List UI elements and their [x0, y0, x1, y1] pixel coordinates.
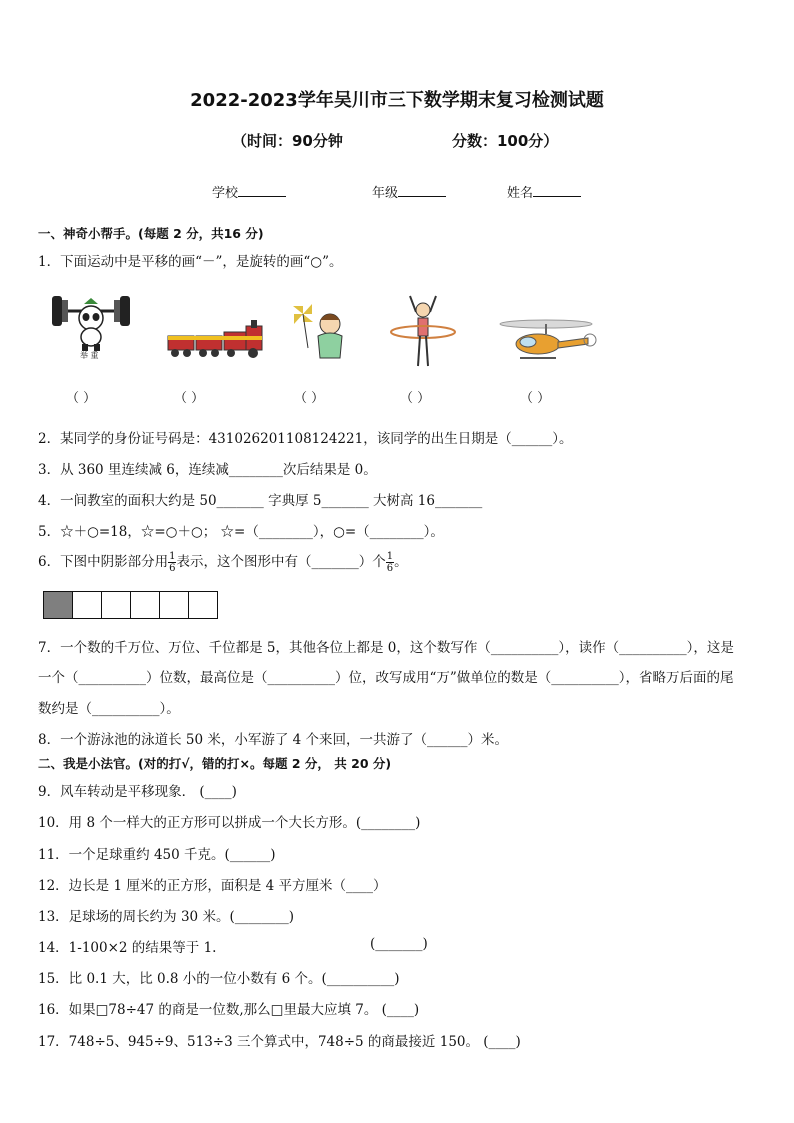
name-label: 姓名	[507, 186, 534, 201]
fraction-denominator: 6	[169, 563, 176, 574]
helicopter-image	[496, 316, 598, 368]
exam-score: 分数：100分）	[452, 132, 559, 150]
answer-paren-hula-hoop[interactable]: （ ）	[400, 391, 431, 406]
question-7-line-3: 数约是（__________）。	[38, 701, 180, 717]
grade-label: 年级	[372, 186, 399, 201]
answer-paren-helicopter[interactable]: （ ）	[520, 391, 551, 406]
question-16: 16．如果□78÷47 的商是一位数,那么□里最大应填 7。 (____)	[38, 1002, 420, 1018]
weightlift-caption: 举 重	[80, 351, 99, 360]
question-14-paren[interactable]: (_______)	[370, 936, 428, 952]
school-label: 学校	[212, 186, 239, 201]
fraction-numerator: 1	[169, 551, 176, 562]
question-14: 14．1-100×2 的结果等于 1.	[38, 940, 217, 956]
grade-blank	[398, 184, 446, 197]
grid-cell	[72, 591, 102, 619]
grade-field	[372, 182, 446, 201]
school-blank	[238, 184, 286, 197]
question-8: 8．一个游泳池的泳道长 50 米，小军游了 4 个来回，一共游了（______）米。	[38, 732, 509, 748]
shaded-cell	[43, 591, 73, 619]
hula-hoop-girl-image	[390, 292, 460, 372]
school-field	[212, 182, 286, 201]
question-12: 12．边长是 1 厘米的正方形，面积是 4 平方厘米（____）	[38, 878, 387, 894]
grid-cell	[159, 591, 189, 619]
question-6	[38, 550, 408, 574]
answer-paren-pinwheel[interactable]: （ ）	[294, 391, 325, 406]
question-9: 9．风车转动是平移现象． (____)	[38, 784, 237, 800]
answer-paren-train[interactable]: （ ）	[174, 391, 205, 406]
fraction-numerator: 1	[386, 551, 394, 562]
exam-time: （时间：90分钟	[232, 132, 343, 150]
q6-text-middle: 表示，这个图形中有（_______）个	[176, 554, 386, 570]
question-3: 3．从 360 里连续减 6，连续减________次后结果是 0。	[38, 462, 377, 478]
page-title: 2022-2023学年吴川市三下数学期末复习检测试题	[190, 90, 604, 111]
name-field	[507, 182, 581, 201]
question-17: 17．748÷5、945÷9、513÷3 三个算式中，748÷5 的商最接近 150。 (____)	[38, 1034, 521, 1050]
question-2: 2．某同学的身份证号码是：431026201108124221，该同学的出生日期是（______）。	[38, 431, 573, 447]
grid-cell	[130, 591, 160, 619]
question-4: 4．一间教室的面积大约是 50_______ 字典厚 5_______ 大树高 16_______	[38, 493, 483, 509]
question-11: 11．一个足球重约 450 千克。(______)	[38, 847, 276, 863]
section-1-heading: 一、神奇小帮手。(每题 2 分，共16 分)	[38, 226, 264, 241]
pinwheel-boy-image	[288, 300, 358, 360]
fraction-denominator: 6	[386, 563, 394, 574]
question-5: 5．☆＋○=18，☆=○＋○； ☆=（________），○=（________）。	[38, 524, 444, 540]
fraction-one-sixth-2	[386, 551, 394, 574]
question-1: 1．下面运动中是平移的画“－”，是旋转的画“○”。	[38, 254, 343, 270]
fraction-grid	[44, 591, 218, 619]
grid-cell	[188, 591, 218, 619]
answer-paren-weightlifting[interactable]: （ ）	[66, 391, 97, 406]
question-15: 15．比 0.1 大，比 0.8 小的一位小数有 6 个。(__________)	[38, 971, 400, 987]
question-7-line-1: 7．一个数的千万位、万位、千位都是 5，其他各位上都是 0，这个数写作（__________），读作（__________），这是	[38, 640, 734, 656]
question-13: 13．足球场的周长约为 30 米。(________)	[38, 909, 294, 925]
question-7-line-2: 一个（__________）位数，最高位是（__________）位，改写成用“万”做单位的数是（__________），省略万后面的尾	[38, 670, 734, 686]
section-2-heading: 二、我是小法官。(对的打√，错的打×。每题 2 分， 共 20 分)	[38, 756, 392, 771]
question-10: 10．用 8 个一样大的正方形可以拼成一个大长方形。(________)	[38, 815, 421, 831]
train-image	[165, 318, 267, 360]
q6-text-end: 。	[394, 554, 408, 570]
q6-text-before: 6．下图中阴影部分用	[38, 554, 169, 570]
name-blank	[533, 184, 581, 197]
grid-cell	[101, 591, 131, 619]
